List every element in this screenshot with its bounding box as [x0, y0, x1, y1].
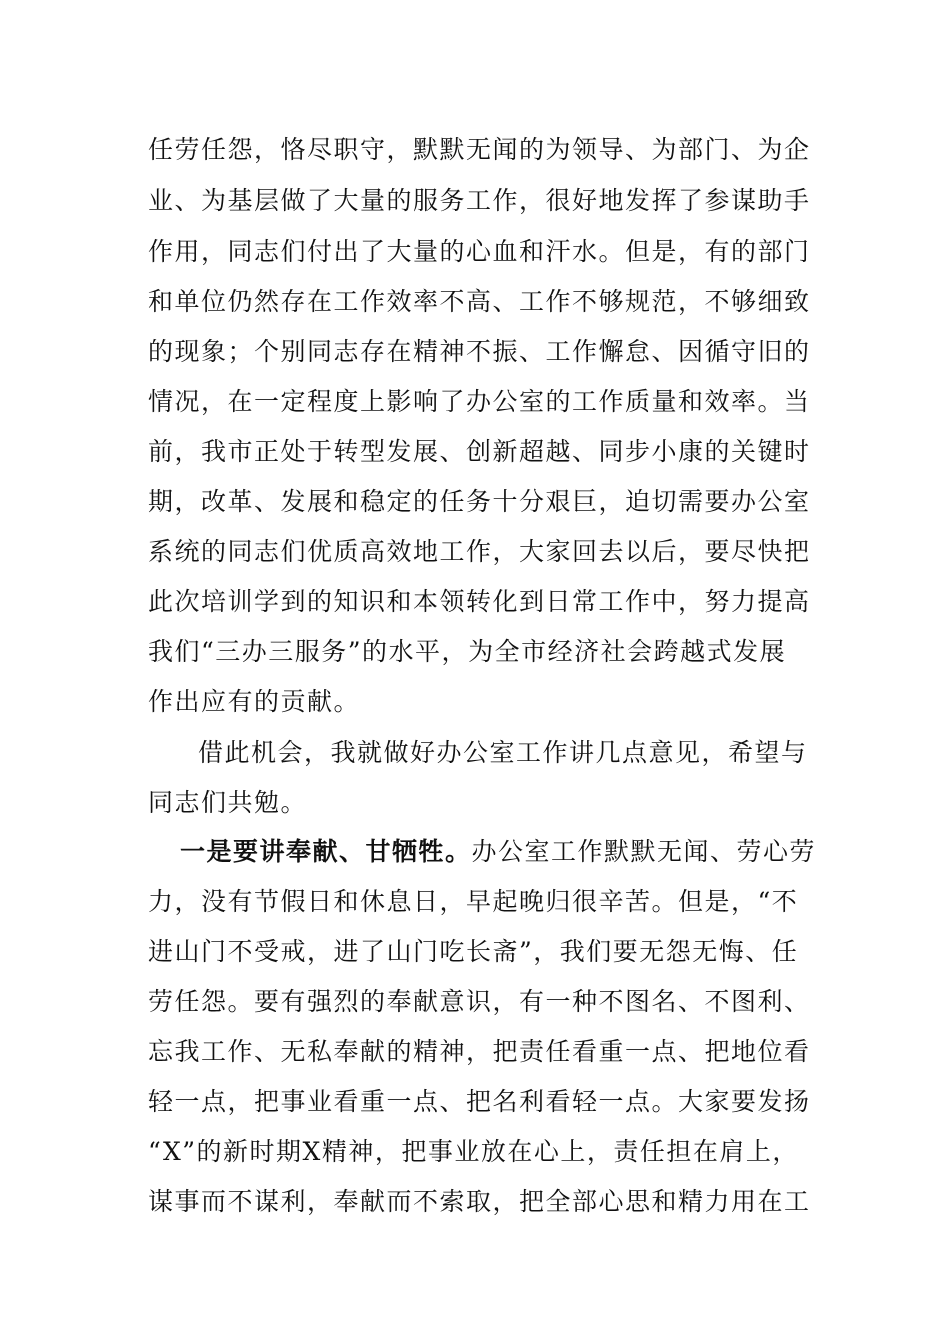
paragraph-3-line-5: 忘我工作、无私奉献的精神，把责任看重一点、把地位看: [148, 1037, 811, 1066]
paragraph-3-line-1: [180, 836, 816, 868]
paragraph-1-line-11: 我们“三办三服务”的水平，为全市经济社会跨越式发展: [148, 637, 787, 666]
paragraph-2-line-1: 借此机会，我就做好办公室工作讲几点意见，希望与: [198, 738, 808, 767]
paragraph-1-line-4: 和单位仍然存在工作效率不高、工作不够规范，不够细致: [148, 287, 811, 316]
paragraph-1-line-5: 的现象；个别同志存在精神不振、工作懈怠、因循守旧的: [148, 337, 811, 366]
paragraph-3-line-6: 轻一点，把事业看重一点、把名利看轻一点。大家要发扬: [148, 1087, 811, 1116]
paragraph-1-line-6: 情况，在一定程度上影响了办公室的工作质量和效率。当: [148, 387, 811, 416]
paragraph-3-line-4: 劳任怨。要有强烈的奉献意识，有一种不图名、不图利、: [148, 987, 811, 1016]
paragraph-1-line-3: 作用，同志们付出了大量的心血和汗水。但是，有的部门: [148, 237, 811, 266]
paragraph-1-line-7: 前，我市正处于转型发展、创新超越、同步小康的关键时: [148, 437, 811, 466]
paragraph-1-line-8: 期，改革、发展和稳定的任务十分艰巨，迫切需要办公室: [148, 487, 811, 516]
section-heading: 一是要讲奉献、甘牺牲。: [180, 837, 472, 866]
paragraph-1-line-1: 任劳任怨，恪尽职守，默默无闻的为领导、为部门、为企: [148, 135, 811, 164]
paragraph-1-line-2: 业、为基层做了大量的服务工作，很好地发挥了参谋助手: [148, 186, 811, 215]
paragraph-3-line-8: 谋事而不谋利，奉献而不索取，把全部心思和精力用在工: [148, 1187, 811, 1216]
paragraph-3-line-3: 进山门不受戒，进了山门吃长斋”，我们要无怨无悔、任: [148, 937, 799, 966]
paragraph-1-line-9: 系统的同志们优质高效地工作，大家回去以后，要尽快把: [148, 537, 811, 566]
paragraph-1-line-10: 此次培训学到的知识和本领转化到日常工作中，努力提高: [148, 587, 811, 616]
paragraph-3-line-2: 力，没有节假日和休息日，早起晚归很辛苦。但是，“不: [148, 887, 799, 916]
paragraph-3-line-1-rest: 办公室工作默默无闻、劳心劳: [471, 837, 817, 866]
paragraph-2-line-2: 同志们共勉。: [148, 788, 308, 817]
paragraph-1-line-12: 作出应有的贡献。: [148, 687, 361, 716]
paragraph-3-line-7: “X”的新时期X精神，把事业放在心上，责任担在肩上，: [148, 1137, 799, 1166]
